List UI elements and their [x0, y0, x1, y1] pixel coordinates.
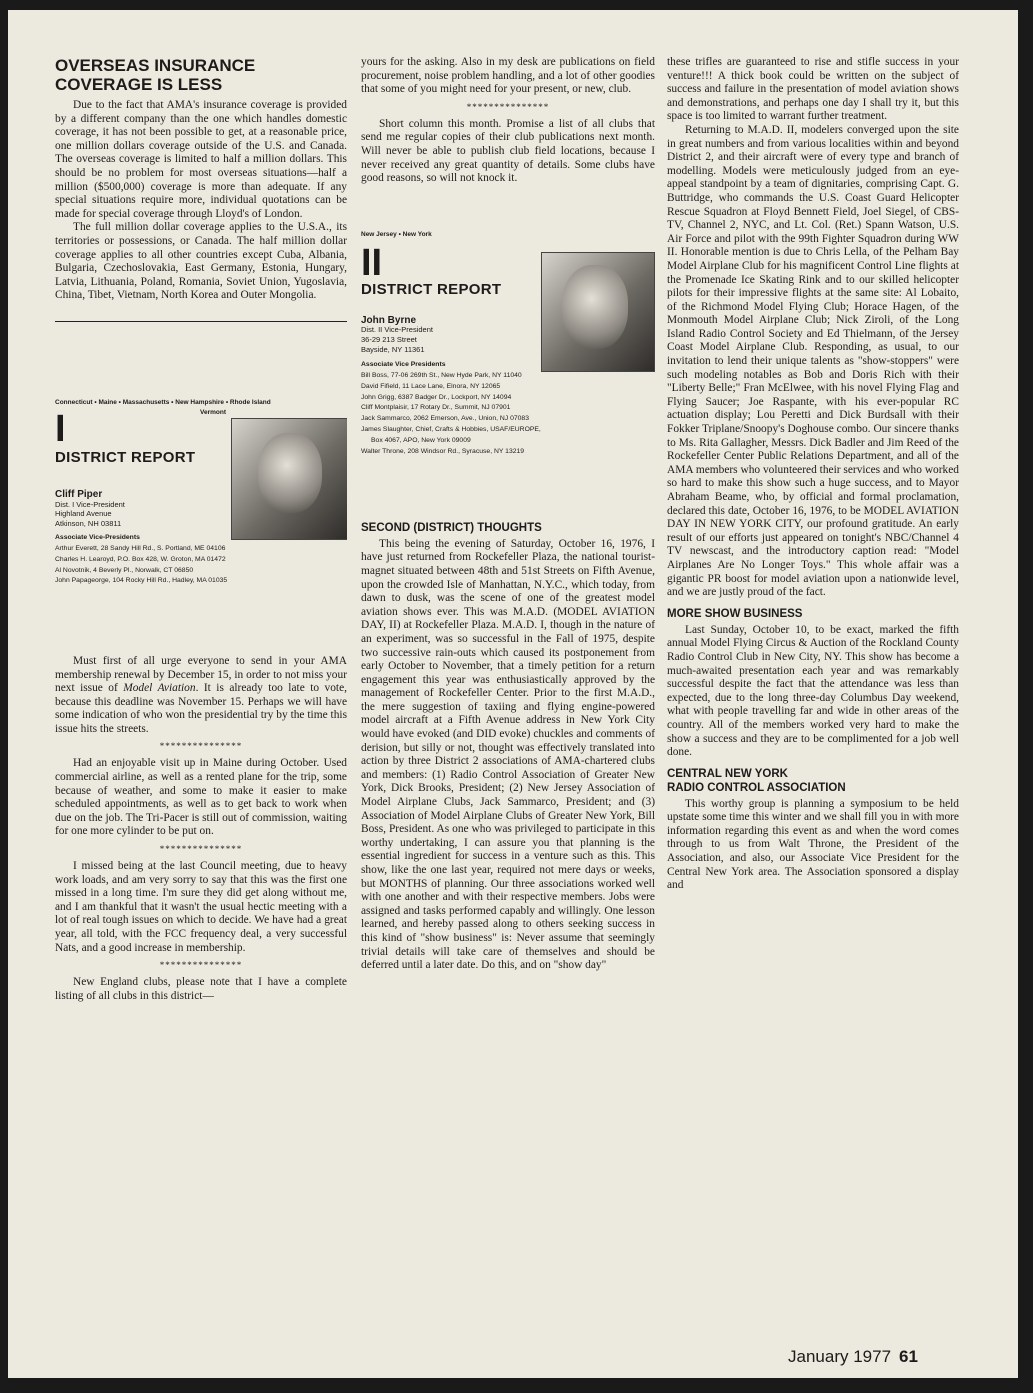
paragraph: these trifles are guaranteed to rise and stifle success in your venture!!! A thick book could be written on the subject of success and failure in the presentation of model aviation shows and demonstrations, and perhaps one day I shall try it, but this space is too limited to warrant further treatment. — [667, 56, 959, 123]
photo-face — [258, 433, 322, 513]
column-3 — [667, 56, 959, 893]
magazine-page — [8, 10, 1018, 1378]
associate-vp-entry: Jack Sammarco, 2062 Emerson, Ave., Union, NJ 07083 — [361, 415, 529, 423]
paragraph: I missed being at the last Council meeting, due to heavy work loads, and am very sorry to say that this was the first one missed in a long time. I'm sure they did get along without me, and I am thankful that it wasn't the usual hectic meeting with a lot of real tough issues on which to decide. We have had a great year, all told, with the FCC frequency deal, a very successful Nats, and a good increase in membership. — [55, 860, 347, 954]
associate-vp-entry: David Fifield, 11 Lace Lane, Elnora, NY 12065 — [361, 382, 501, 390]
section-heading-more-show-business: MORE SHOW BUSINESS — [667, 607, 803, 620]
vp-address-line: Highland Avenue — [55, 509, 112, 519]
section-heading-central-ny-rc — [667, 767, 959, 795]
vp-address-line: Atkinson, NH 03811 — [55, 518, 122, 528]
district-numeral: I — [55, 407, 66, 450]
district-states: New Jersey • New York — [361, 230, 432, 238]
vp-name: Cliff Piper — [55, 488, 103, 500]
associate-vp-entry: Charles H. Learoyd, P.O. Box 428, W. Groton, MA 01472 — [55, 555, 226, 563]
district-title: DISTRICT REPORT — [361, 280, 502, 298]
district-1-header — [55, 398, 347, 633]
paragraph: This worthy group is planning a symposium to be held upstate some time this winter and we shall fill you in with more information regarding this event as and when the word comes through to us from Walt Throne, the President of the Association, and also, our Associate Vice President for the Central New York area. The Association sponsored a display and — [667, 797, 959, 892]
text-run: . It is already too late to vote, because this deadline was November 15. Perhaps we will have some indication of who won the presidential try by the time this issue hits the streets. — [55, 682, 347, 735]
paragraph: The full million dollar coverage applies to the U.S.A., its territories or possessions, or Canada. The half million dollar coverage applies to all other countries except Cuba, Albania, Bulgaria, Czechoslovakia, East Germany, Estonia, Hungary, Latvia, Lithuania, Poland, Romania, Soviet Union, Yugoslavia, China, Tibet, Vietnam, North Korea and Outer Mongolia. — [55, 221, 347, 302]
page-number: 61 — [899, 1347, 918, 1366]
heading-line: CENTRAL NEW YORK — [667, 767, 788, 780]
article-heading-overseas-insurance: OVERSEAS INSURANCE COVERAGE IS LESS — [55, 56, 256, 94]
paragraph: This being the evening of Saturday, October 16, 1976, I have just returned from Rockefeller Plaza, the national tourist-magnet situated between 48th and 51st Streets on Fifth Avenue, upon the crowded Isle of Manhattan, N.Y.C., which today, from dawn to dusk, was the scene of one of the greatest model aviation shows ever. This was M.A.D. (MODEL AVIATION DAY, II) at Rockefeller Plaza. M.A.D. I, though in the nature of an experiment, was so successful in the Fall of 1975, despite two successive rain-outs which caused its postponement from early October to November, that a timely petition for a return engagement this year was enthusiastically approved by the management of Rockefeller Center. Prior to the first M.A.D., the mere suggestion of taxiing and flying engine-powered model aircraft at a Fifth Avenue address in New York City would have evoked (and DID evoke) chuckles and comments of derision, but silly or not, thought was effectively translated into action by three District 2 associations of AMA-chartered clubs and members: (1) Radio Control Association of Greater New York, Dick Brooks, President; (2) New Jersey Association of Model Airplane Clubs, Jack Sammarco, President; and (3) Association of Model Airplane Clubs of Greater New York, Bill Boss, President. As one who was privileged to participate in this worthy undertaking, I can assure you that planning is the essential ingredient for success in a venture such as this. This show, like the one last year, required not mere days or weeks, but MONTHS of planning. Our three associations worked well with one another and with their respective members. Jobs were assigned and tasks performed capably and willingly. One lesson learned, and hereby passed along to others seeking success in this kind of "show business" is: Never assume that seemingly trivial details will take care of themselves and should be deferred until a later date. Do this, and on "show day" — [361, 537, 655, 972]
section-divider — [55, 321, 347, 322]
vp-photo-cliff-piper — [231, 418, 347, 540]
associate-vps — [361, 360, 655, 457]
associate-vp-entry: Box 4067, APO, New York 09009 — [371, 436, 471, 444]
district-title: DISTRICT REPORT — [55, 448, 196, 466]
paragraph — [55, 655, 347, 737]
associate-vp-entry: Bill Boss, 77-06 269th St., New Hyde Park, NY 11040 — [361, 371, 522, 379]
paragraph: yours for the asking. Also in my desk are publications on field procurement, noise problem handling, and a lot of other goodies that some of you might need for your present, or new, club. — [361, 56, 655, 96]
paragraph: Had an enjoyable visit up in Maine during October. Used commercial airline, as well as a rented plane for the trip, some because of weather, and some to make it easier to make scheduled appointments, as well as to get back to work when due on the job. The Tri-Pacer is still out of commission, waiting for one more cylinder to be put on. — [55, 757, 347, 838]
asterisk-separator: *************** — [466, 101, 550, 112]
paragraph: Last Sunday, October 10, to be exact, marked the fifth annual Model Flying Circus & Auction of the Rockland County Radio Control Club in New City, NY. This show has become a much-awaited presentation each year and was remarkably successful despite the fact that the attendance was less than expected, due to the long three-day Columbus Day weekend, what with people travelling far and wide in other areas of the country. All of the members worked very hard to make the show a success and they are to be complimented for a job well done. — [667, 623, 959, 759]
paragraph: Short column this month. Promise a list of all clubs that send me regular copies of their club publications next month. Will never be able to publish club field locations, because I never received any great quantity of details. Some clubs have good reasons, so will not knock it. — [361, 117, 655, 185]
vp-title: Dist. I Vice-President — [55, 499, 125, 509]
associate-vp-entry: Arthur Everett, 28 Sandy Hill Rd., S. Portland, ME 04106 — [55, 545, 226, 553]
district-states-cont: Vermont — [200, 408, 227, 416]
associate-vp-entry: Al Novotnik, 4 Beverly Pl., Norwalk, CT 06850 — [55, 566, 194, 574]
district-states: Connecticut • Maine • Massachusetts • New Hampshire • Rhode Island — [55, 398, 271, 406]
paragraph: Returning to M.A.D. II, modelers converged upon the site in great numbers and from various localities within and beyond District 2, and their aircraft were of every type and branch of modelling. Models were meticulously judged from an eye-appeal standpoint by a team of dignitaries, comprising Capt. G. Buttridge, who commands the U.S. Coast Guard Helicopter Rescue Squadron at Floyd Bennett Field, Joel Siegel, of CBS-TV, Channel 2, NYC, and Lt. Col. (Ret.) Spann Watson, U.S. Air Force and pilot with the 99th Fighter Squadron during WW II. Honorable mention is due to Chris Lella, of the Pelham Bay Model Airplane Club for his magnificent Control Line flights at the Promenade Ice Skating Rink and to our skilled helicopter pilots for their impressive flights at the same site: Al Lobaito, of the Richmond Model Flying Club; Horace Hagen, of the Monmouth Model Airplane Club; Nick Ziroli, of the Long Island Radio Control Society and Ed Thielmann, of the Jersey Coast Model Airplane Club. Responding, as usual, to our invitation to lend their unique talents as "show-stoppers" were such modeling notables as Bob and Doris Rich with their "Liberty Belle;" Fran McElwee, with his novel Flying Flag and Flying Saucer; Joe Raspante, with his ever-popular RC actuation display; Lou Peretti and Dick Burdsall with their Fokker Triplane/Snoopy's Doghouse combo. Our sincere thanks to Ms. Rita Gallagher, Messrs. Dick Badler and Jim Reed of the Rockefeller Center Public Relations Department, and all of the AMA members who volunteered their services and who worked so hard to make this show such a huge success, and to Mayor Abraham Beame, who, by official and formal proclamation, declared this date, October 16, 1976, to be MODEL AVIATION DAY IN NEW YORK CITY, our profound gratitude. An early result of our efforts just appeared on tonight's NBC/Channel 4 TV newscast, and the introductory caption read: "Model Airplanes Are No Longer Toys." This whole affair was a gigantic PR boost for model aviation upon a nationwide level, and we are justly proud of the fact. — [667, 123, 959, 599]
paragraph: New England clubs, please note that I have a complete listing of all clubs in this district— — [55, 976, 347, 1002]
page-footer — [788, 1347, 918, 1367]
column-1 — [55, 56, 347, 1003]
asterisk-separator: *************** — [159, 741, 243, 752]
vp-address-line: 36-29 213 Street — [361, 334, 417, 344]
magazine-title: Model Aviation — [123, 682, 196, 695]
text-run: Must first of all urge everyone to send in your AMA membership renewal by December 15, in order to not miss your next issue of — [55, 654, 347, 695]
associate-vps-heading: Associate Vice-Presidents — [55, 534, 140, 542]
asterisk-separator: *************** — [159, 844, 243, 855]
heading-line: RADIO CONTROL ASSOCIATION — [667, 781, 846, 794]
vp-photo-john-byrne — [541, 252, 655, 372]
paragraph: Due to the fact that AMA's insurance coverage is provided by a different company than the one which handles domestic coverage, it has not been possible to get, at a reasonable price, one million dollars coverage outside of the U.S. and Canada. The overseas coverage is limited to half a million dollars. This should be no problem for most overseas situations—half a million ($500,000) coverage is more than adequate. If any special situations require more, individual quotations can be made for special coverage through Lloyd's of London. — [55, 99, 347, 220]
district-2-header — [361, 230, 655, 505]
vp-title: Dist. II Vice-President — [361, 325, 433, 335]
column-2 — [361, 56, 655, 973]
associate-vps — [55, 533, 347, 587]
associate-vp-entry: John Grigg, 6387 Badger Dr., Lockport, NY 14094 — [361, 393, 512, 401]
photo-face — [562, 265, 628, 349]
associate-vp-entry: James Slaughter, Chief, Crafts & Hobbies, USAF/EUROPE, — [361, 425, 541, 433]
vp-address-line: Bayside, NY 11361 — [361, 344, 425, 354]
district-numeral: II — [361, 241, 383, 284]
section-heading-second-thoughts: SECOND (DISTRICT) THOUGHTS — [361, 521, 542, 534]
associate-vp-entry: Cliff Montplaisir, 17 Rotary Dr., Summit, NJ 07901 — [361, 404, 511, 412]
associate-vps-heading: Associate Vice Presidents — [361, 361, 446, 369]
issue-date: January 1977 — [788, 1347, 892, 1366]
vp-name: John Byrne — [361, 314, 417, 326]
associate-vp-entry: John Papageorge, 104 Rocky Hill Rd., Hadley, MA 01035 — [55, 577, 228, 585]
associate-vp-entry: Walter Throne, 208 Windsor Rd., Syracuse, NY 13219 — [361, 447, 525, 455]
asterisk-separator: *************** — [159, 960, 243, 971]
